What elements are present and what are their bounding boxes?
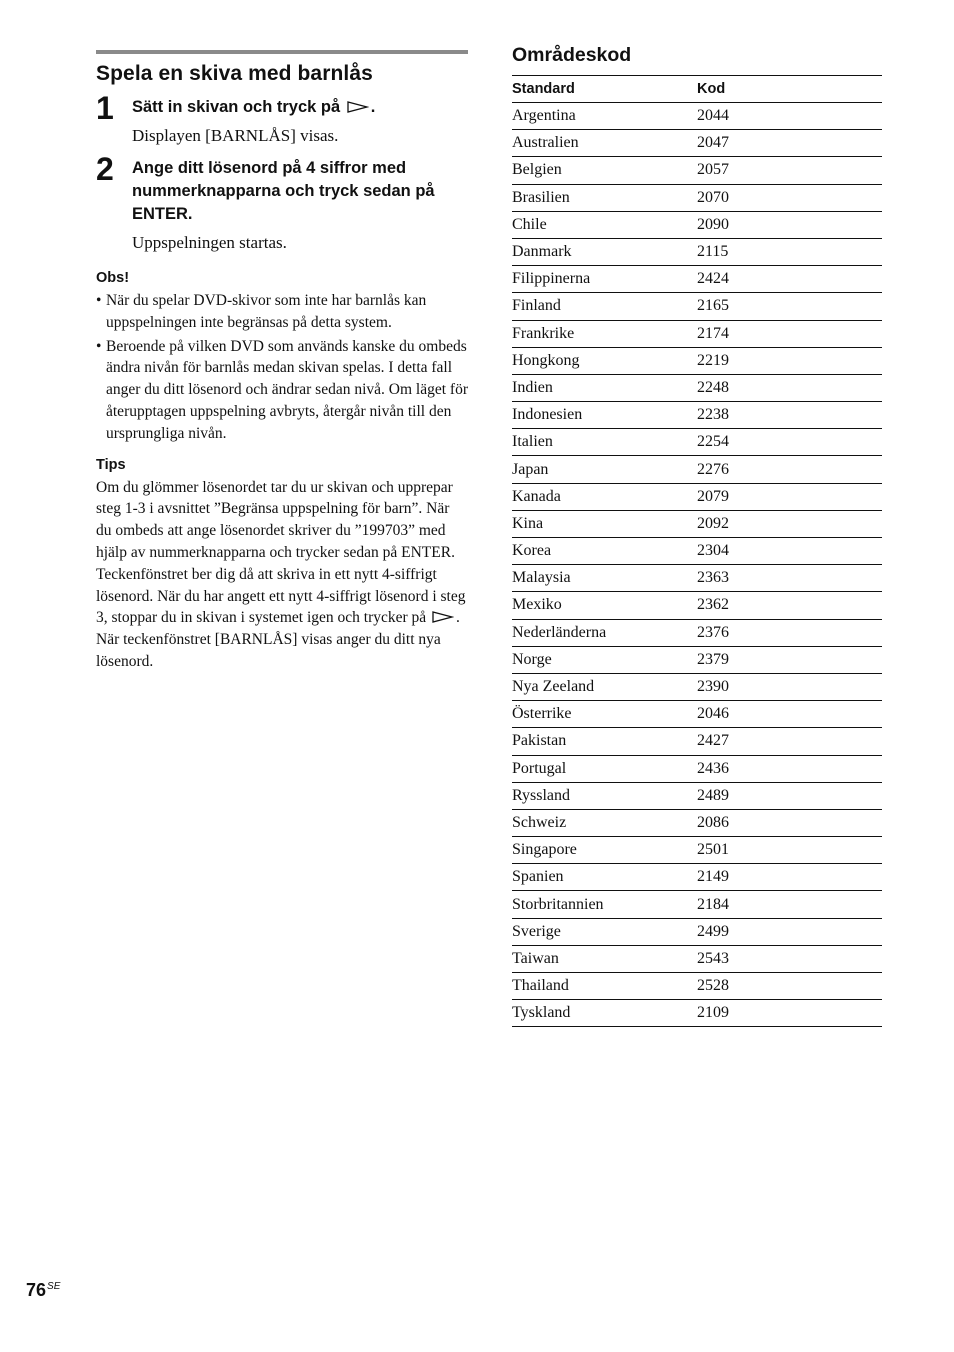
left-column <box>96 50 468 673</box>
cell-country: Thailand <box>512 973 697 1000</box>
cell-code: 2046 <box>697 701 882 728</box>
table-row <box>512 864 882 891</box>
table-row <box>512 809 882 836</box>
cell-code: 2248 <box>697 374 882 401</box>
region-code-table <box>512 75 882 1027</box>
cell-country: Hongkong <box>512 347 697 374</box>
cell-country: Tyskland <box>512 1000 697 1027</box>
table-row <box>512 646 882 673</box>
table-body <box>512 103 882 1027</box>
cell-country: Indonesien <box>512 402 697 429</box>
cell-country: Pakistan <box>512 728 697 755</box>
table-title: Områdeskod <box>512 44 632 66</box>
note-item <box>96 290 468 334</box>
step-heading <box>132 96 468 119</box>
cell-country: Finland <box>512 293 697 320</box>
page-suffix: SE <box>47 1281 61 1292</box>
cell-country: Portugal <box>512 755 697 782</box>
cell-country: Österrike <box>512 701 697 728</box>
cell-country: Brasilien <box>512 184 697 211</box>
step-2 <box>96 151 468 254</box>
table-row <box>512 238 882 265</box>
table-row <box>512 320 882 347</box>
table-row <box>512 130 882 157</box>
table-row <box>512 701 882 728</box>
tips-heading: Tips <box>96 456 126 473</box>
cell-code: 2304 <box>697 538 882 565</box>
cell-country: Mexiko <box>512 592 697 619</box>
step-heading-end: . <box>370 98 376 116</box>
cell-country: Spanien <box>512 864 697 891</box>
cell-country: Frankrike <box>512 320 697 347</box>
table-header-row <box>512 76 882 103</box>
cell-country: Singapore <box>512 837 697 864</box>
table-row <box>512 1000 882 1027</box>
note-text: Beroende på vilken DVD som används kanske du ombeds ändra nivån för barnlås medan skivan spelas. I detta fall anger du ditt lösenord och ändrar sedan nivå. Om läget för återupptagen uppspelning avbryts, återgår nivån till den ursprungliga nivån. <box>106 337 468 442</box>
table-row <box>512 592 882 619</box>
column-header-standard: Standard <box>512 76 697 103</box>
cell-code: 2501 <box>697 837 882 864</box>
table-row <box>512 565 882 592</box>
cell-code: 2149 <box>697 864 882 891</box>
step-number: 2 <box>96 151 114 187</box>
cell-code: 2363 <box>697 565 882 592</box>
cell-country: Norge <box>512 646 697 673</box>
step-body: Uppspelningen startas. <box>132 233 287 252</box>
tips-text-end: . När teckenfönstret [BARNLÅS] visas anger du ditt nya lösenord. <box>96 609 460 670</box>
note-text: När du spelar DVD-skivor som inte har barnlås kan uppspelningen inte begränsas på detta system. <box>106 292 427 331</box>
step-heading: Ange ditt lösenord på 4 siffror med nummerknapparna och tryck sedan på ENTER. <box>132 159 435 223</box>
cell-code: 2090 <box>697 211 882 238</box>
step-body: Displayen [BARNLÅS] visas. <box>132 126 339 145</box>
cell-code: 2174 <box>697 320 882 347</box>
page-number-text: 76 <box>26 1280 47 1300</box>
cell-country: Australien <box>512 130 697 157</box>
cell-country: Ryssland <box>512 782 697 809</box>
table-row <box>512 619 882 646</box>
cell-code: 2254 <box>697 429 882 456</box>
cell-country: Nederländerna <box>512 619 697 646</box>
cell-country: Danmark <box>512 238 697 265</box>
step-1 <box>96 90 468 147</box>
cell-country: Chile <box>512 211 697 238</box>
cell-code: 2165 <box>697 293 882 320</box>
step-number: 1 <box>96 90 114 126</box>
tips-body <box>96 477 468 673</box>
play-icon <box>432 611 454 623</box>
tips-text: Om du glömmer lösenordet tar du ur skivan och upprepar steg 1-3 i avsnittet ”Begränsa uppspelning för barn”. När du ombeds att ange lösenordet skriver du ”199703” med hjälp av nummerknapparna och trycker sedan på ENTER. Teckenfönstret ber dig då att skriva in ett nytt 4-siffrigt lösenord. När du har angett ett nytt 4-siffrigt lösenord i steg 3, stoppar du in skivan i systemet igen och trycker på <box>96 478 466 627</box>
cell-code: 2219 <box>697 347 882 374</box>
table-row <box>512 673 882 700</box>
cell-country: Storbritannien <box>512 891 697 918</box>
cell-country: Korea <box>512 538 697 565</box>
bullet: • <box>96 292 102 309</box>
cell-code: 2499 <box>697 918 882 945</box>
table-row <box>512 266 882 293</box>
cell-country: Argentina <box>512 103 697 130</box>
table-row <box>512 538 882 565</box>
cell-code: 2079 <box>697 483 882 510</box>
cell-code: 2276 <box>697 456 882 483</box>
section-title: Spela en skiva med barnlås <box>96 62 373 85</box>
table-row <box>512 374 882 401</box>
table-row <box>512 837 882 864</box>
cell-code: 2047 <box>697 130 882 157</box>
table-row <box>512 973 882 1000</box>
cell-country: Indien <box>512 374 697 401</box>
cell-country: Malaysia <box>512 565 697 592</box>
cell-code: 2092 <box>697 510 882 537</box>
cell-code: 2379 <box>697 646 882 673</box>
note-heading: Obs! <box>96 270 130 286</box>
table-row <box>512 510 882 537</box>
right-column <box>512 44 882 1027</box>
table-row <box>512 891 882 918</box>
cell-code: 2044 <box>697 103 882 130</box>
cell-code: 2109 <box>697 1000 882 1027</box>
page-number <box>26 1280 60 1301</box>
note-item <box>96 336 468 445</box>
table-row <box>512 728 882 755</box>
cell-country: Kina <box>512 510 697 537</box>
cell-country: Japan <box>512 456 697 483</box>
cell-code: 2528 <box>697 973 882 1000</box>
cell-code: 2057 <box>697 157 882 184</box>
cell-code: 2390 <box>697 673 882 700</box>
table-row <box>512 945 882 972</box>
table-row <box>512 918 882 945</box>
cell-country: Kanada <box>512 483 697 510</box>
cell-country: Belgien <box>512 157 697 184</box>
cell-code: 2086 <box>697 809 882 836</box>
cell-country: Filippinerna <box>512 266 697 293</box>
table-row <box>512 402 882 429</box>
table-row <box>512 429 882 456</box>
cell-code: 2184 <box>697 891 882 918</box>
table-row <box>512 184 882 211</box>
note-list <box>96 290 468 445</box>
cell-code: 2543 <box>697 945 882 972</box>
table-row <box>512 103 882 130</box>
column-header-code: Kod <box>697 76 882 103</box>
cell-code: 2070 <box>697 184 882 211</box>
table-row <box>512 347 882 374</box>
cell-code: 2362 <box>697 592 882 619</box>
cell-code: 2115 <box>697 238 882 265</box>
section-rule <box>96 50 468 54</box>
cell-country: Nya Zeeland <box>512 673 697 700</box>
table-row <box>512 782 882 809</box>
step-heading-text: Sätt in skivan och tryck på <box>132 98 341 116</box>
cell-code: 2238 <box>697 402 882 429</box>
cell-country: Taiwan <box>512 945 697 972</box>
table-row <box>512 483 882 510</box>
table-row <box>512 211 882 238</box>
table-row <box>512 755 882 782</box>
cell-code: 2424 <box>697 266 882 293</box>
table-row <box>512 293 882 320</box>
cell-code: 2427 <box>697 728 882 755</box>
cell-code: 2436 <box>697 755 882 782</box>
play-icon <box>347 101 369 113</box>
bullet: • <box>96 337 102 355</box>
cell-country: Italien <box>512 429 697 456</box>
cell-country: Schweiz <box>512 809 697 836</box>
cell-code: 2376 <box>697 619 882 646</box>
table-row <box>512 157 882 184</box>
cell-country: Sverige <box>512 918 697 945</box>
cell-code: 2489 <box>697 782 882 809</box>
table-row <box>512 456 882 483</box>
